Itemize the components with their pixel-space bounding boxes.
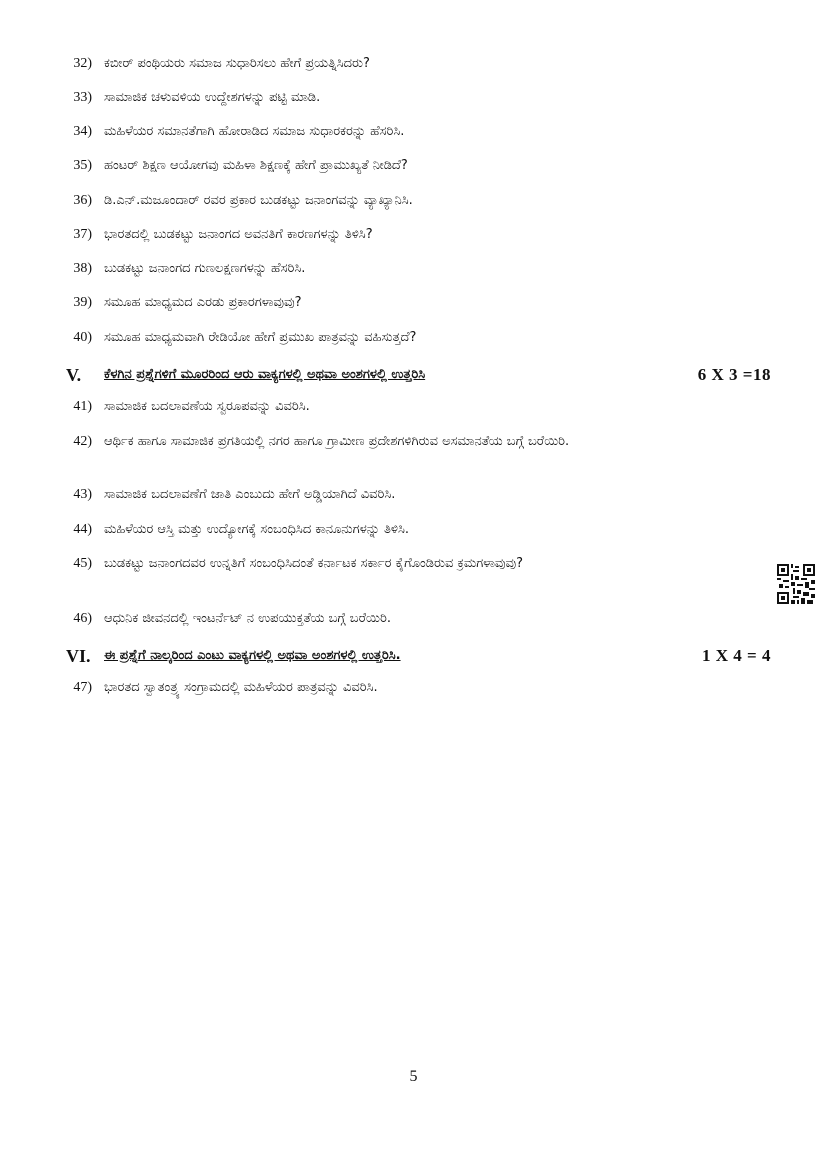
section-number: VI. (66, 646, 91, 666)
question-number: 44) (73, 522, 92, 537)
question-text: ಸಮೂಹ ಮಾಧ್ಯಮದ ಎರಡು ಪ್ರಕಾರಗಳಾವುವು? (104, 295, 302, 310)
question-number: 36) (73, 193, 92, 208)
question-number: 34) (73, 124, 92, 139)
question-number: 47) (73, 680, 92, 695)
question-text: ಸಮೂಹ ಮಾಧ್ಯಮವಾಗಿ ರೇಡಿಯೋ ಹೇಗೆ ಪ್ರಮುಖ ಪಾತ್ರವನ್ನು ವಹಿಸುತ್ತದೆ? (104, 330, 417, 345)
section-instruction: ಈ ಪ್ರಶ್ನೆಗೆ ನಾಲ್ಕರಿಂದ ಎಂಟು ವಾಕ್ಯಗಳಲ್ಲಿ ಅಥವಾ ಅಂಶಗಳಲ್ಲಿ ಉತ್ತರಿಸಿ. (104, 648, 401, 663)
question-text: ಡಿ.ಎನ್.ಮಜೂಂದಾರ್ ರವರ ಪ್ರಕಾರ ಬುಡಕಟ್ಟು ಜನಾಂಗವನ್ನು ವ್ಯಾಖ್ಯಾನಿಸಿ. (104, 193, 413, 208)
question-number: 35) (73, 158, 92, 173)
question-number: 46) (73, 611, 92, 626)
question-text: ಹಂಟರ್ ಶಿಕ್ಷಣ ಆಯೋಗವು ಮಹಿಳಾ ಶಿಕ್ಷಣಕ್ಕೆ ಹೇಗೆ ಪ್ರಾಮುಖ್ಯತೆ ನೀಡಿದೆ? (104, 158, 408, 173)
question-number: 41) (73, 399, 92, 414)
section-number: V. (66, 365, 82, 385)
question-number: 45) (73, 556, 92, 571)
section-marks: 1 X 4 = 4 (702, 646, 771, 665)
question-number: 42) (73, 434, 92, 449)
question-text: ಭಾರತದ ಸ್ವಾತಂತ್ರ್ಯ ಸಂಗ್ರಾಮದಲ್ಲಿ ಮಹಿಳೆಯರ ಪಾತ್ರವನ್ನು ವಿವರಿಸಿ. (104, 680, 378, 695)
question-text: ಆರ್ಥಿಕ ಹಾಗೂ ಸಾಮಾಜಿಕ ಪ್ರಗತಿಯಲ್ಲಿ ನಗರ ಹಾಗೂ ಗ್ರಾಮೀಣ ಪ್ರದೇಶಗಳಿಗಿರುವ ಅಸಮಾನತೆಯ ಬಗ್ಗೆ ಬರೆಯಿರಿ. (104, 434, 570, 449)
question-text: ಸಾಮಾಜಿಕ ಚಳುವಳಿಯ ಉದ್ದೇಶಗಳನ್ನು ಪಟ್ಟಿ ಮಾಡಿ. (104, 90, 321, 105)
question-text: ಬುಡಕಟ್ಟು ಜನಾಂಗದ ಗುಣಲಕ್ಷಣಗಳನ್ನು ಹೆಸರಿಸಿ. (104, 261, 306, 276)
question-text: ಬುಡಕಟ್ಟು ಜನಾಂಗದವರ ಉನ್ನತಿಗೆ ಸಂಬಂಧಿಸಿದಂತೆ ಕರ್ನಾಟಕ ಸರ್ಕಾರ ಕೈಗೊಂಡಿರುವ ಕ್ರಮಗಳಾವುವು? (104, 556, 524, 571)
question-number: 39) (73, 295, 92, 310)
question-text: ಕಬೀರ್ ಪಂಥಿಯರು ಸಮಾಜ ಸುಧಾರಿಸಲು ಹೇಗೆ ಪ್ರಯತ್ನಿಸಿದರು? (104, 56, 370, 71)
section-marks: 6 X 3 =18 (697, 365, 771, 384)
question-text: ಸಾಮಾಜಿಕ ಬದಲಾವಣೆಯ ಸ್ವರೂಪವನ್ನು ವಿವರಿಸಿ. (104, 399, 310, 414)
question-text: ಭಾರತದಲ್ಲಿ ಬುಡಕಟ್ಟು ಜನಾಂಗದ ಅವನತಿಗೆ ಕಾರಣಗಳನ್ನು ತಿಳಿಸಿ? (104, 227, 373, 242)
question-number: 38) (73, 261, 92, 276)
question-number: 32) (73, 56, 92, 71)
question-number: 40) (73, 330, 92, 345)
question-number: 43) (73, 487, 92, 502)
question-text: ಮಹಿಳೆಯರ ಆಸ್ತಿ ಮತ್ತು ಉದ್ಯೋಗಕ್ಕೆ ಸಂಬಂಧಿಸಿದ ಕಾನೂನುಗಳನ್ನು ತಿಳಿಸಿ. (104, 522, 410, 537)
question-text: ಆಧುನಿಕ ಜೀವನದಲ್ಲಿ ಇಂಟರ್ನೆಟ್ ನ ಉಪಯುಕ್ತತೆಯ ಬಗ್ಗೆ ಬರೆಯಿರಿ. (104, 611, 391, 626)
page-number: 5 (409, 1068, 418, 1085)
question-number: 33) (73, 90, 92, 105)
section-instruction: ಕೆಳಗಿನ ಪ್ರಶ್ನೆಗಳಿಗೆ ಮೂರರಿಂದ ಆರು ವಾಕ್ಯಗಳಲ್ಲಿ ಅಥವಾ ಅಂಶಗಳಲ್ಲಿ ಉತ್ತರಿಸಿ (104, 367, 426, 382)
question-text: ಸಾಮಾಜಿಕ ಬದಲಾವಣೆಗೆ ಜಾತಿ ಎಂಬುದು ಹೇಗೆ ಅಡ್ಡಿಯಾಗಿದೆ ವಿವರಿಸಿ. (104, 487, 396, 502)
qr-code-icon (777, 564, 815, 604)
question-number: 37) (73, 227, 92, 242)
question-text: ಮಹಿಳೆಯರ ಸಮಾನತೆಗಾಗಿ ಹೋರಾಡಿದ ಸಮಾಜ ಸುಧಾರಕರನ್ನು ಹೆಸರಿಸಿ. (104, 124, 405, 139)
